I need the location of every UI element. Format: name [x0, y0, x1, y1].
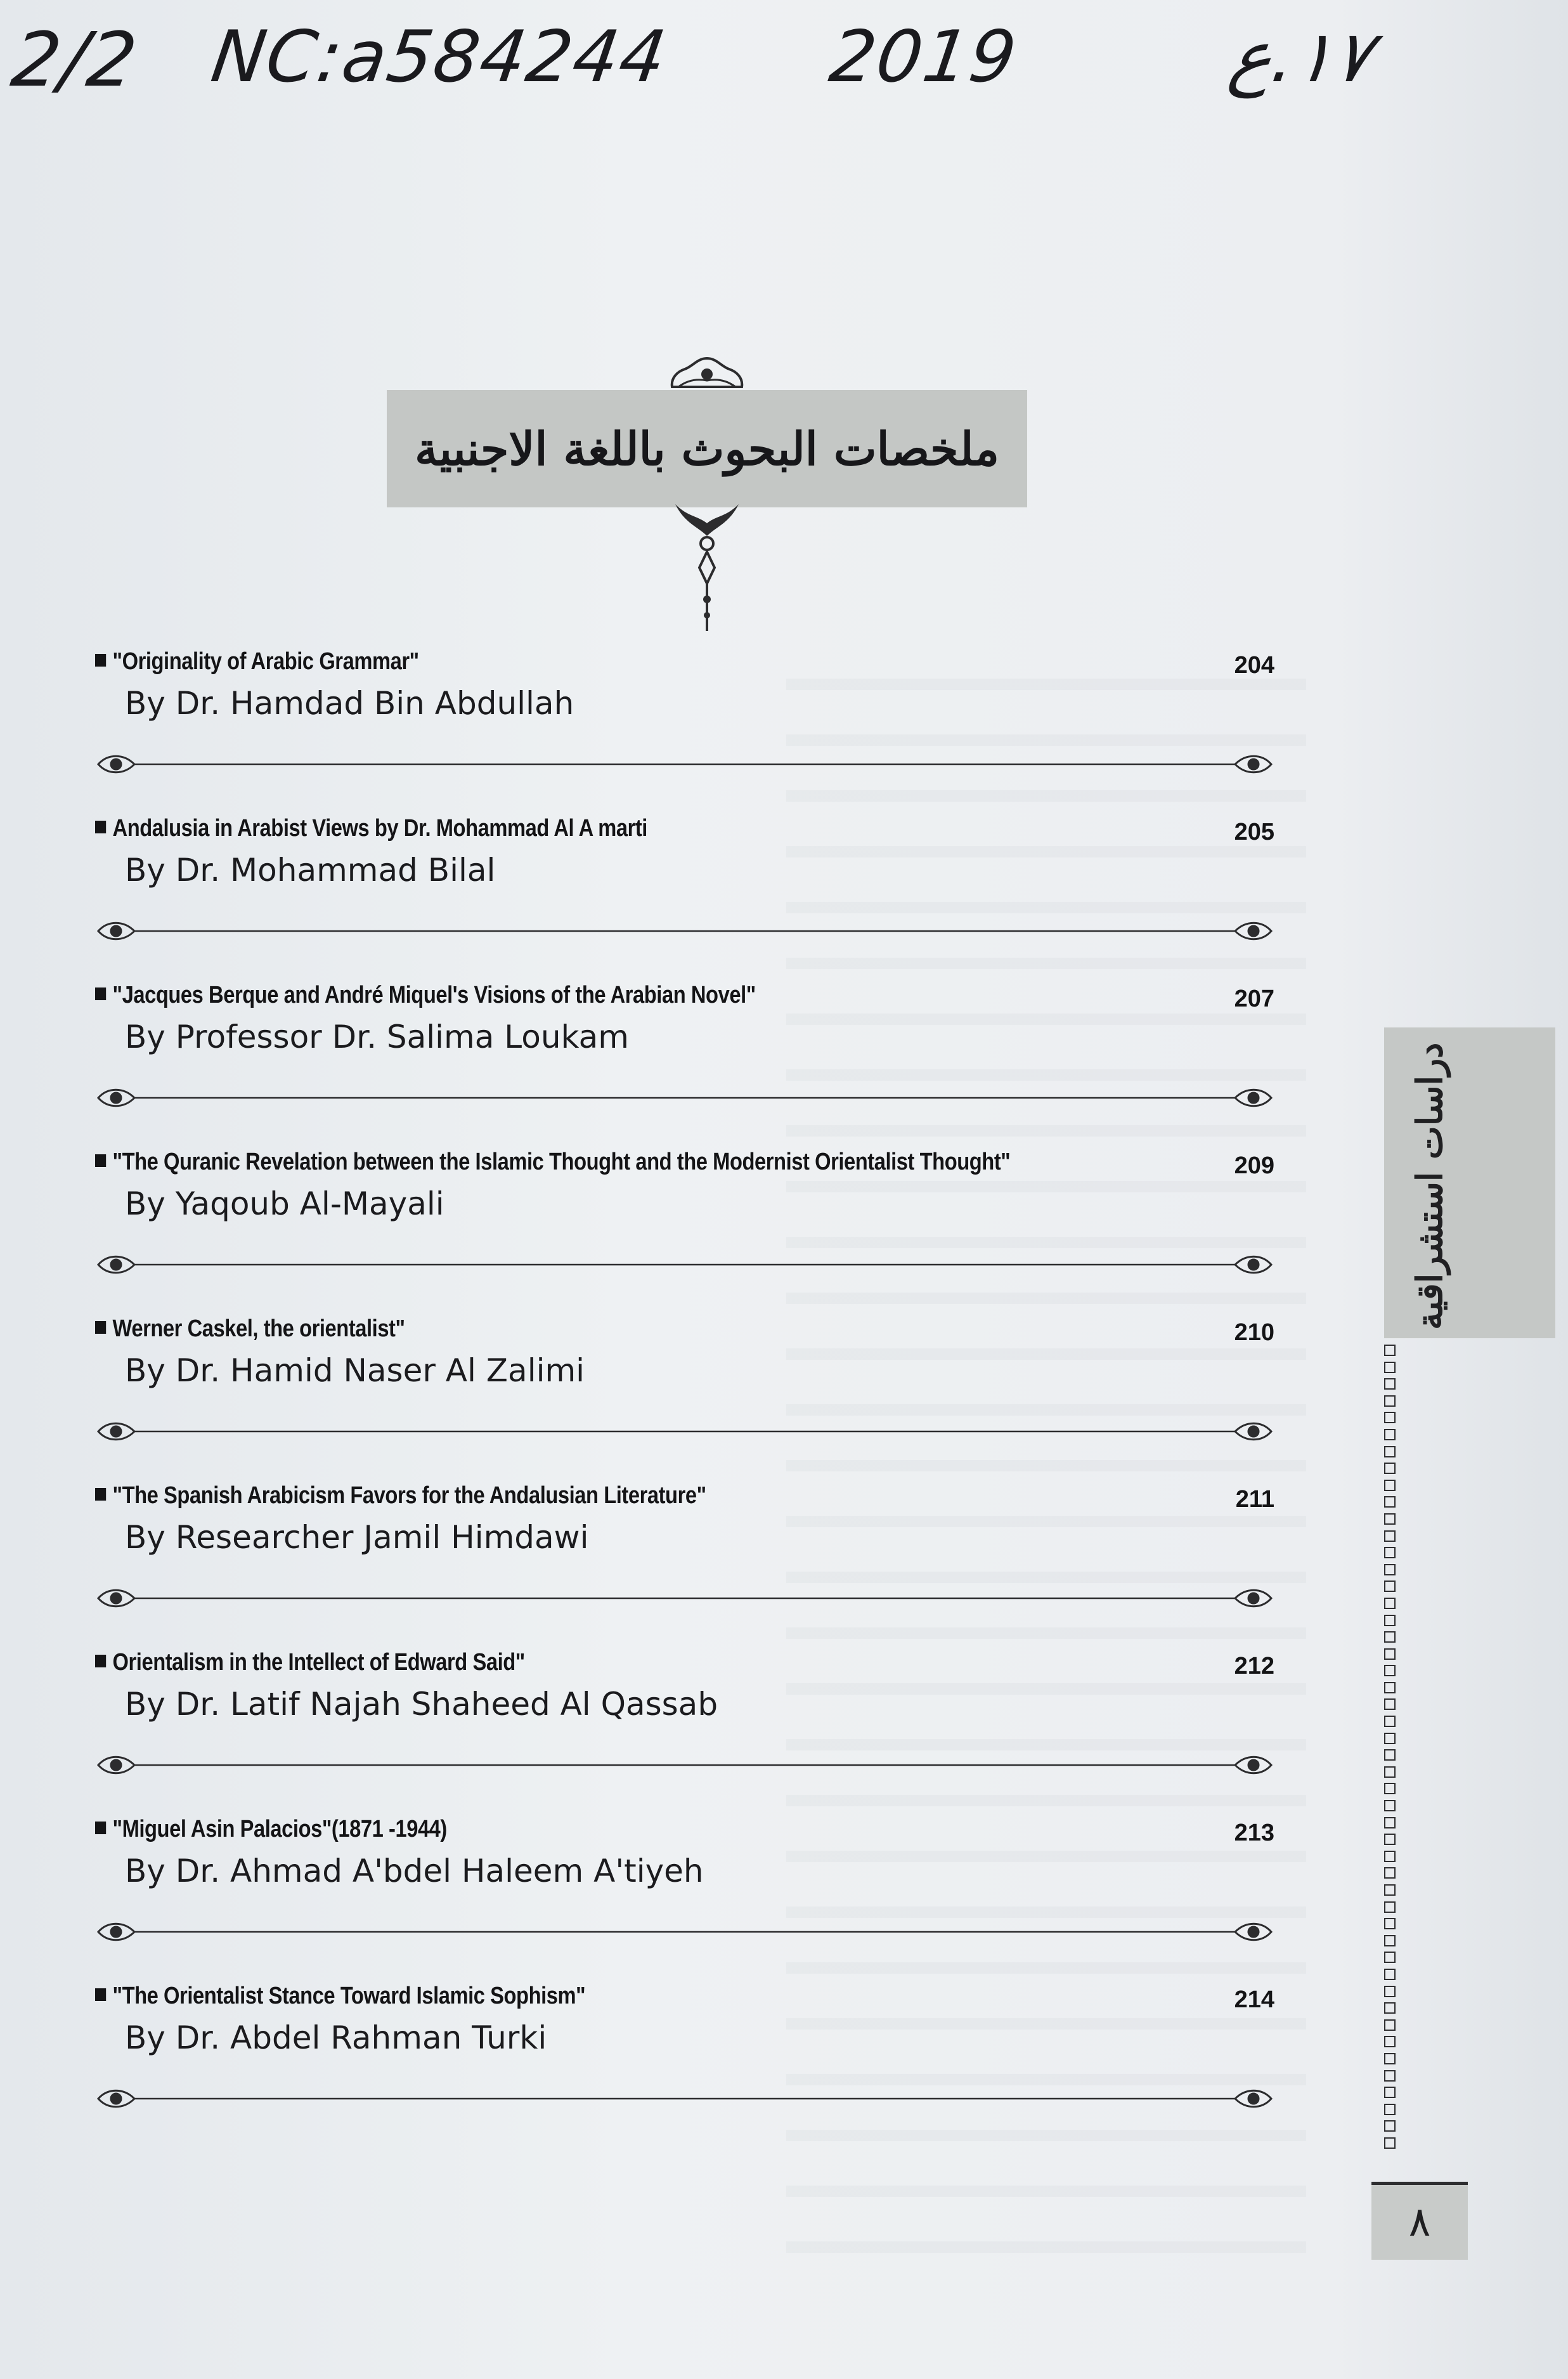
bullet-square-icon: [95, 1321, 106, 1334]
divider-ornament-icon: [95, 2083, 1274, 2115]
decorative-square-icon: [1384, 1513, 1396, 1525]
decorative-square-icon: [1384, 1480, 1396, 1491]
decorative-square-icon: [1384, 1783, 1396, 1794]
divider-ornament-icon: [95, 1249, 1274, 1281]
handwritten-year: 2019: [824, 16, 1023, 98]
decorative-square-icon: [1384, 2137, 1396, 2149]
entry-title: Orientalism in the Intellect of Edward Said": [112, 1649, 525, 1676]
decorative-square-strip: [1384, 1345, 1402, 2154]
entry-title: "Miguel Asin Palacios"(1871 -1944): [112, 1816, 447, 1842]
decorative-square-icon: [1384, 1918, 1396, 1929]
decorative-square-icon: [1384, 1817, 1396, 1828]
decorative-square-icon: [1384, 1733, 1396, 1744]
decorative-square-icon: [1384, 1530, 1396, 1542]
list-item: [95, 1808, 1274, 1975]
entry-author: By Professor Dr. Salima Loukam: [125, 1019, 629, 1055]
decorative-square-icon: [1384, 1429, 1396, 1440]
journal-name: دراسات استشراقية: [1409, 1042, 1451, 1330]
list-item: [95, 1641, 1274, 1808]
entry-title: "The Quranic Revelation between the Islamic Thought and the Modernist Orientalist Thought": [112, 1149, 1011, 1175]
entry-title: "Originality of Arabic Grammar": [112, 648, 419, 675]
decorative-square-icon: [1384, 1581, 1396, 1592]
entry-page-number: 211: [1235, 1486, 1274, 1513]
decorative-square-icon: [1384, 1716, 1396, 1727]
entry-author: By Dr. Hamdad Bin Abdullah: [125, 685, 574, 722]
decorative-square-icon: [1384, 1362, 1396, 1373]
entry-title: Werner Caskel, the orientalist": [112, 1315, 405, 1342]
decorative-square-icon: [1384, 1496, 1396, 1508]
bullet-square-icon: [95, 1488, 106, 1501]
decorative-square-icon: [1384, 1378, 1396, 1390]
entry-page-number: 204: [1234, 652, 1274, 679]
entry-page-number: 207: [1234, 986, 1274, 1012]
bullet-square-icon: [95, 1988, 106, 2001]
list-item: [95, 1308, 1274, 1475]
decorative-square-icon: [1384, 1631, 1396, 1643]
entry-author: By Dr. Hamid Naser Al Zalimi: [125, 1352, 585, 1389]
entry-title: "Jacques Berque and André Miquel's Visions of the Arabian Novel": [112, 982, 756, 1008]
decorative-square-icon: [1384, 2070, 1396, 2082]
list-item: [95, 641, 1274, 807]
section-title: [387, 355, 1027, 507]
decorative-square-icon: [1384, 1867, 1396, 1879]
decorative-square-icon: [1384, 2104, 1396, 2115]
divider-ornament-icon: [95, 1082, 1274, 1114]
entry-title: Andalusia in Arabist Views by Dr. Mohammad Al A marti: [112, 815, 647, 842]
decorative-square-icon: [1384, 2120, 1396, 2132]
decorative-square-icon: [1384, 2036, 1396, 2047]
decorative-square-icon: [1384, 1463, 1396, 1474]
decorative-square-icon: [1384, 1615, 1396, 1626]
decorative-square-icon: [1384, 1766, 1396, 1778]
decorative-square-icon: [1384, 1682, 1396, 1693]
abstracts-list: [95, 641, 1274, 2142]
divider-ornament-icon: [95, 748, 1274, 780]
divider-ornament-icon: [95, 915, 1274, 947]
decorative-square-icon: [1384, 1800, 1396, 1811]
decorative-square-icon: [1384, 1648, 1396, 1660]
decorative-square-icon: [1384, 1446, 1396, 1457]
decorative-square-icon: [1384, 1851, 1396, 1862]
entry-author: By Dr. Ahmad A'bdel Haleem A'tiyeh: [125, 1853, 704, 1889]
list-item: [95, 1475, 1274, 1641]
decorative-square-icon: [1384, 1901, 1396, 1913]
entry-page-number: 210: [1234, 1319, 1274, 1346]
handwritten-call-number: NC:a584244: [206, 16, 673, 98]
decorative-square-icon: [1384, 1547, 1396, 1558]
entry-page-number: 212: [1234, 1653, 1274, 1679]
entry-title: "The Orientalist Stance Toward Islamic Sophism": [112, 1983, 586, 2009]
bullet-square-icon: [95, 654, 106, 667]
handwritten-catalog-note: [6, 3, 1553, 105]
list-item: [95, 974, 1274, 1141]
divider-ornament-icon: [95, 1749, 1274, 1781]
handwritten-arabic-code: ١٧.ع: [1224, 16, 1377, 98]
list-item: [95, 807, 1274, 974]
decorative-square-icon: [1384, 2053, 1396, 2064]
list-item: [95, 1975, 1274, 2142]
entry-author: By Yaqoub Al-Mayali: [125, 1185, 444, 1222]
entry-author: By Dr. Abdel Rahman Turki: [125, 2019, 547, 2056]
divider-ornament-icon: [95, 1582, 1274, 1614]
decorative-square-icon: [1384, 2087, 1396, 2098]
decorative-square-icon: [1384, 1952, 1396, 1963]
bullet-square-icon: [95, 1822, 106, 1834]
divider-ornament-icon: [95, 1916, 1274, 1948]
handwritten-fraction: 2/2: [6, 16, 143, 103]
bullet-square-icon: [95, 821, 106, 833]
ornament-pendant-icon: [669, 498, 745, 637]
divider-ornament-icon: [95, 1416, 1274, 1447]
decorative-square-icon: [1384, 2002, 1396, 2014]
decorative-square-icon: [1384, 1412, 1396, 1423]
decorative-square-icon: [1384, 2019, 1396, 2031]
decorative-square-icon: [1384, 1986, 1396, 1997]
ornament-top-icon: [666, 355, 748, 393]
entry-author: By Researcher Jamil Himdawi: [125, 1519, 589, 1556]
entry-title: "The Spanish Arabicism Favors for the Andalusian Literature": [112, 1482, 706, 1509]
decorative-square-icon: [1384, 1564, 1396, 1575]
entry-author: By Dr. Latif Najah Shaheed Al Qassab: [125, 1686, 718, 1723]
entry-page-number: 213: [1234, 1820, 1274, 1846]
decorative-square-icon: [1384, 1749, 1396, 1761]
decorative-square-icon: [1384, 1698, 1396, 1710]
decorative-square-icon: [1384, 1969, 1396, 1980]
entry-author: By Dr. Mohammad Bilal: [125, 852, 496, 889]
bullet-square-icon: [95, 987, 106, 1000]
decorative-square-icon: [1384, 1665, 1396, 1676]
entry-page-number: 214: [1234, 1986, 1274, 2013]
decorative-square-icon: [1384, 1345, 1396, 1356]
bullet-square-icon: [95, 1655, 106, 1667]
list-item: [95, 1141, 1274, 1308]
page-number: ٨: [1371, 2182, 1468, 2260]
decorative-square-icon: [1384, 1834, 1396, 1845]
page-title: ملخصات البحوث باللغة الاجنبية: [415, 422, 999, 476]
decorative-square-icon: [1384, 1935, 1396, 1946]
bullet-square-icon: [95, 1154, 106, 1167]
decorative-square-icon: [1384, 1884, 1396, 1896]
entry-page-number: 209: [1234, 1152, 1274, 1179]
entry-page-number: 205: [1234, 819, 1274, 845]
decorative-square-icon: [1384, 1395, 1396, 1407]
decorative-square-icon: [1384, 1598, 1396, 1609]
